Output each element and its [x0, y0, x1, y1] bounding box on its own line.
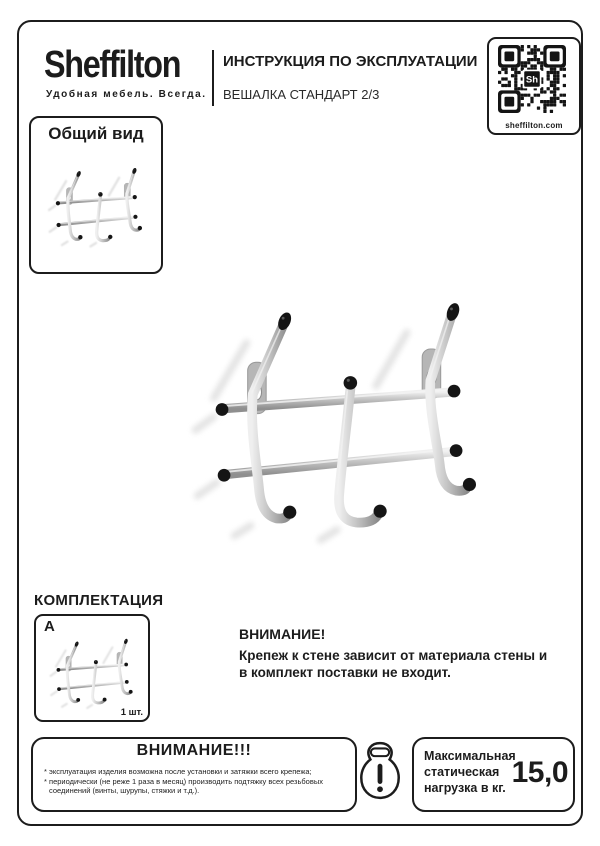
page-title: ИНСТРУКЦИЯ ПО ЭКСПЛУАТАЦИИ [223, 53, 478, 70]
brand-tagline: Удобная мебель. Всегда. [46, 89, 207, 100]
svg-text:Sh: Sh [525, 74, 539, 86]
max-load-value: 15,0 [511, 756, 568, 789]
package-section-title: КОМПЛЕКТАЦИЯ [34, 592, 164, 609]
warning-box [31, 737, 357, 812]
package-part-box [34, 614, 150, 722]
warning-bullet-2: * периодически (не реже 1 раза в месяц) производить подтяжку всех резьбовых соединений (винты, шурупы, стяжки и т.д.). [44, 776, 323, 796]
hanger-product-image [183, 293, 491, 561]
qr-box [487, 37, 581, 135]
part-quantity: 1 шт. [120, 707, 143, 718]
brand-logo: Sheffilton [44, 44, 181, 86]
max-load-label: Максимальная статическая нагрузка в кг. [424, 749, 516, 795]
warning-bullet-1: * эксплуатация изделия возможна после установки и затяжки всего крепежа; [44, 767, 312, 776]
general-view-box [29, 116, 163, 274]
part-letter: A [44, 618, 55, 635]
warning-title: ВНИМАНИЕ!!! [136, 742, 252, 759]
product-name: ВЕШАЛКА СТАНДАРТ 2/3 [223, 87, 380, 102]
max-load-box [412, 737, 575, 812]
qr-site-caption: sheffilton.com [505, 121, 563, 130]
hanger-thumbnail-image [45, 164, 147, 254]
header-divider [212, 50, 214, 106]
qr-code-icon [498, 45, 566, 113]
wall-notice-title: ВНИМАНИЕ! [239, 626, 326, 642]
general-view-title: Общий вид [48, 124, 144, 143]
warning-bullets [44, 767, 346, 796]
wall-notice-line2: в комплект поставки не входит. [239, 664, 451, 680]
kettlebell-weight-icon [356, 739, 404, 803]
wall-notice-line1: Крепеж к стене зависит от материала стены и [239, 648, 548, 663]
wall-notice-text [239, 648, 559, 681]
hanger-part-image [46, 636, 138, 714]
